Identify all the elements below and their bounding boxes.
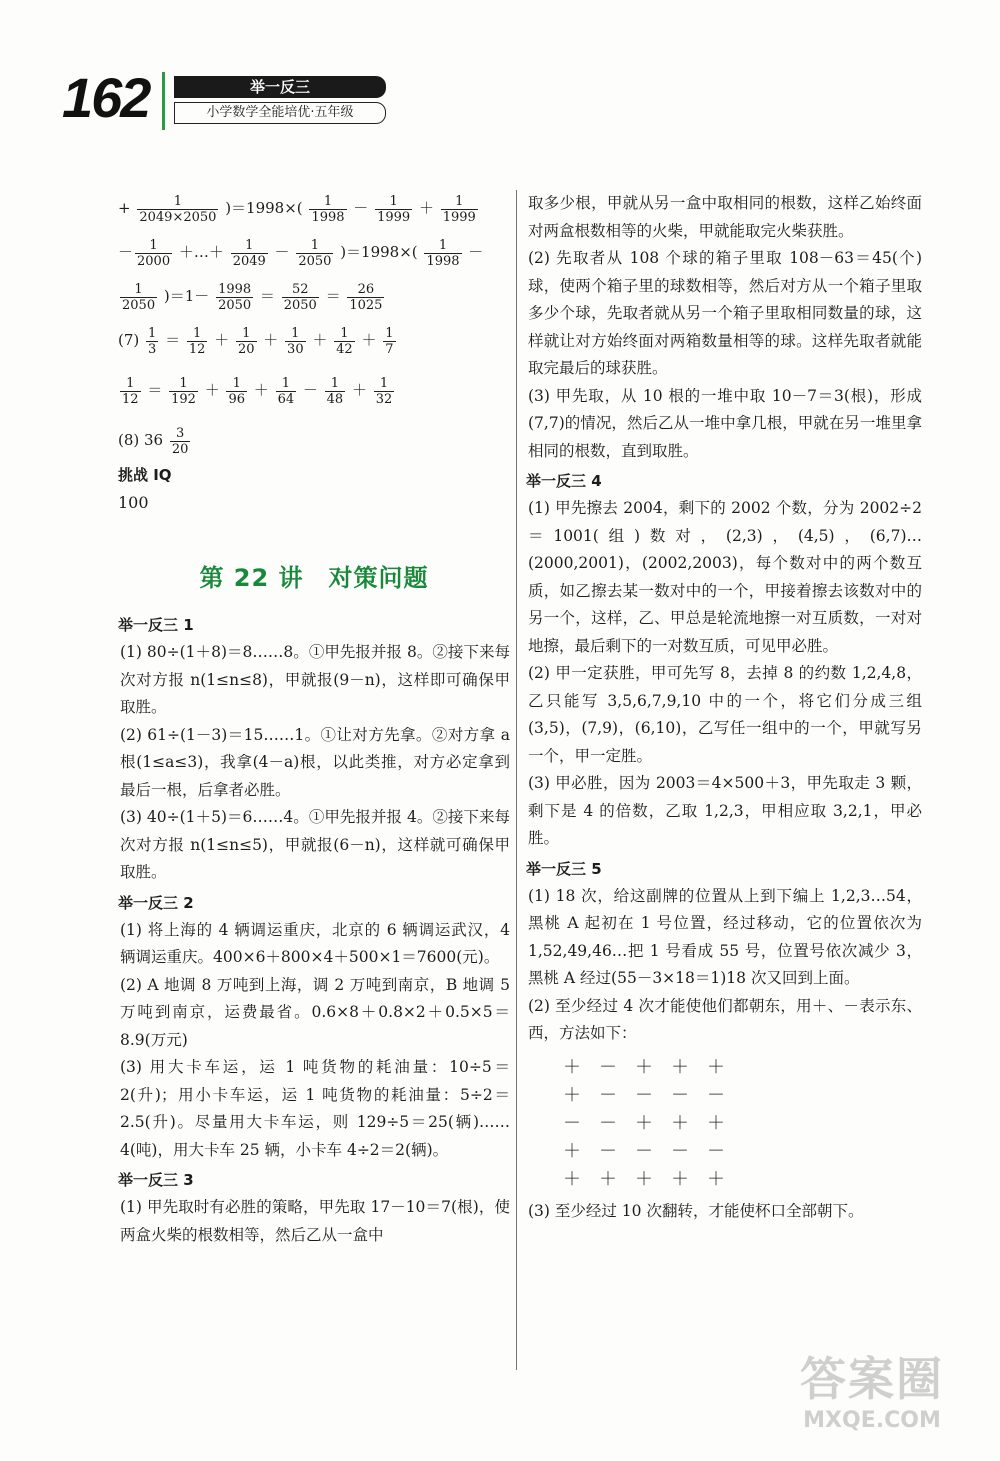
item-8: [118, 418, 510, 462]
left-column: [118, 186, 510, 1249]
series-title: 举一反三: [174, 76, 386, 98]
answer-item: (3) 40÷(1＋5)＝6……4。①甲先报并报 4。②接下来每次对方报 n(1≤n≤5)，甲就报(6－n)，这样就可确保甲取胜。: [120, 808, 510, 881]
answer-item: (3) 用大卡车运，运 1 吨货物的耗油量：10÷5＝2(升)；用小卡车运，运 1 吨货物的耗油量：5÷2＝2.5(升)。尽量用大卡车运，则 129÷5＝25(辆)……4(吨)，用大卡车 25 辆，小卡车 4÷2＝2(辆)。: [120, 1058, 510, 1159]
fraction: $\frac{1}{42}$: [336, 325, 353, 357]
fraction: $\frac{1}{32}$: [375, 375, 393, 407]
answer-item: (1) 18 次，给这副牌的位置从上到下编上 1,2,3…54，黑桃 A 起初在 1 号位置，经过移动，它的位置依次为 1,52,49,46…把 1 号看成 55 号，位置号依次减少 3，黑桃 A 经过(55－3×18＝1)18 次又回到上面。: [528, 886, 922, 987]
answer-item-continued: 取多少根，甲就从另一盒中取相同的根数，这样乙始终面对两盒根数相等的火柴，甲就能取完火柴获胜。: [528, 194, 922, 240]
answer-item: (1) 80÷(1＋8)＝8……8。①甲先报并报 8。②接下来每次对方报 n(1≤n≤8)，甲就报(9－n)，这样即可确保甲取胜。: [120, 643, 510, 716]
right-column: [526, 190, 922, 1225]
fraction: $\frac{1}{48}$: [326, 375, 344, 407]
section-heading: 举一反三 5: [526, 859, 602, 878]
math-text: )＝1998×(: [225, 199, 303, 217]
math-text: )＝1998×(: [340, 243, 418, 261]
answer-item: (3) 至少经过 10 次翻转，才能使杯口全部朝下。: [528, 1201, 864, 1220]
challenge-title: 挑战 IQ: [118, 466, 172, 484]
fraction: $\frac{1}{192}$: [171, 375, 196, 407]
fraction: $\frac{1}{1999}$: [442, 193, 476, 225]
fraction: $\frac{1}{2050}$: [298, 237, 332, 269]
section-heading: 举一反三 1: [118, 616, 194, 634]
fraction: $\frac{1}{2049}$: [232, 237, 266, 269]
answer-item: (1) 甲先擦去 2004，剩下的 2002 个数，分为 2002÷2＝1001(组)数对，(2,3)，(4,5)，(6,7)…(2000,2001)，(2002,2003)，每个数对中的两个数互质，如乙擦去某一数对中的一个，甲接着擦去该数对中的另一个，这样，乙、甲总是轮流地擦一对互质数，一对对地擦，最后剩下的一对数互质，可见甲必胜。: [528, 499, 922, 655]
answer-item: (2) A 地调 8 万吨到上海，调 2 万吨到南京，B 地调 5 万吨到南京，运费最省。0.6×8＋0.8×2＋0.5×5＝8.9(万元): [120, 975, 510, 1049]
fraction: $\frac{3}{20}$: [171, 425, 189, 457]
math-text: ＋…＋: [178, 243, 224, 261]
math-line-2: － $\frac{1}{2000}$ ＋…＋ $\frac{1}{2049}$ － $\frac{1}{2050}$ )＝1998×( $\frac{1}{1998}$ －: [118, 237, 484, 269]
challenge-answer: 100: [118, 493, 149, 512]
section-heading: 举一反三 2: [118, 893, 194, 912]
fraction: $\frac{1998}{2050}$: [218, 281, 252, 313]
answer-item: (2) 甲一定获胜，甲可先写 8，去掉 8 的约数 1,2,4,8，乙只能写 3,5,6,7,9,10 中的一个，将它们分成三组(3,5)，(7,9)，(6,10)，乙写任一组中的一个，甲就写另一个，甲一定胜。: [528, 664, 922, 765]
watermark-logo: 答案圈 MXQE.COM: [800, 1352, 944, 1433]
fraction: $\frac{1}{20}$: [237, 325, 255, 357]
section-heading: 举一反三 3: [118, 1171, 194, 1189]
answer-item: (3) 甲先取，从 10 根的一堆中取 10－7＝3(根)，形成(7,7)的情况，然后乙从一堆中拿几根，甲就在另一堆里拿相同的根数，直到取胜。: [528, 386, 922, 460]
page-header: [62, 66, 392, 136]
header-divider: [162, 72, 165, 130]
fraction: $\frac{1}{7}$: [385, 325, 394, 357]
answer-item: (3) 甲必胜，因为 2003＝4×500＋3，甲先取走 3 颗，剩下是 4 的倍数，乙取 1,2,3，甲相应取 3,2,1，甲必胜。: [528, 774, 922, 847]
math-text: )＝1－: [163, 287, 210, 305]
math-line-3: $\frac{1}{2050}$ )＝1－ $\frac{1998}{2050}$ ＝ $\frac{52}{2050}$ ＝ $\frac{26}{1025}$: [122, 281, 383, 313]
book-subtitle: 小学数学全能培优·五年级: [174, 102, 386, 124]
answer-item: (2) 61÷(1－3)＝15……1。①让对方先拿。②对方拿 a 根(1≤a≤3)，我拿(4－a)根，以此类推，对方必定拿到最后一根，后拿者必胜。: [120, 725, 510, 799]
fraction: $\frac{1}{2049\times 2050}$: [139, 193, 217, 225]
fraction: $\frac{1}{12}$: [188, 325, 206, 357]
fraction: $\frac{1}{30}$: [287, 325, 304, 357]
sign-row: － － ＋ ＋ ＋: [563, 1112, 725, 1134]
sign-grid: [554, 1052, 922, 1192]
fraction: $\frac{1}{96}$: [228, 375, 246, 407]
answer-item: (2) 先取者从 108 个球的箱子里取 108－63＝45(个)球，使两个箱子里的球数相等，然后对方从一个箱子里取多少个球，先取者就从另一个箱子里取相同数量的球，这样就让对方始终面对两箱数量相等的球。这样先取者就能取完最后的球获胜。: [528, 249, 922, 377]
fraction: $\frac{1}{2000}$: [137, 237, 171, 269]
fraction: $\frac{1}{1998}$: [426, 237, 460, 269]
sign-row: ＋ ＋ ＋ ＋ ＋: [563, 1168, 725, 1190]
fraction: $\frac{1}{12}$: [122, 375, 139, 407]
fraction: $\frac{1}{64}$: [277, 375, 295, 407]
answer-item: (1) 将上海的 4 辆调运重庆，北京的 6 辆调运武汉，4 辆调运重庆。400×6＋800×4＋500×1＝7600(元)。: [120, 920, 510, 966]
item-label: (7): [118, 331, 140, 349]
fraction: $\frac{1}{1998}$: [311, 193, 345, 225]
sign-row: ＋ － － － －: [563, 1084, 725, 1106]
sign-row: ＋ － ＋ ＋ ＋: [563, 1056, 725, 1078]
item-label: (8) 36: [118, 431, 164, 449]
fraction: $\frac{52}{2050}$: [283, 281, 317, 313]
fraction: $\frac{1}{1999}$: [377, 193, 411, 225]
section-heading: 举一反三 4: [526, 472, 602, 490]
sign-row: ＋ － － － －: [563, 1140, 725, 1162]
fraction: $\frac{1}{3}$: [148, 325, 157, 357]
item-7-line-2: $\frac{1}{12}$ ＝ $\frac{1}{192}$ ＋ $\frac{1}{96}$ ＋ $\frac{1}{64}$ － $\frac{1}{48}$ ＋ $\frac{1}{32}$: [122, 375, 393, 407]
item-7-line-1: (7) $\frac{1}{3}$ ＝ $\frac{1}{12}$ ＋ $\frac{1}{20}$ ＋ $\frac{1}{30}$ ＋ $\frac{1}{42}$ ＋ $\frac{1}{7}$: [118, 325, 394, 357]
math-line-1: + $\frac{1}{2049\times 2050}$ )＝1998×( $\frac{1}{1998}$ － $\frac{1}{1999}$ ＋ $\frac{1}{1999}$: [118, 193, 476, 225]
math-text: +: [118, 199, 131, 217]
lecture-title: 第 22 讲 对策问题: [199, 564, 429, 592]
answer-item: (1) 甲先取时有必胜的策略，甲先取 17－10＝7(根)，使两盒火柴的根数相等，然后乙从一盒中: [120, 1198, 510, 1244]
column-divider: [516, 190, 517, 1370]
fraction: $\frac{26}{1025}$: [349, 281, 383, 313]
page-number: 162: [62, 66, 150, 129]
fraction: $\frac{1}{2050}$: [122, 281, 156, 313]
answer-item: (2) 至少经过 4 次才能使他们都朝东，用＋、－表示东、西，方法如下：: [528, 996, 922, 1042]
